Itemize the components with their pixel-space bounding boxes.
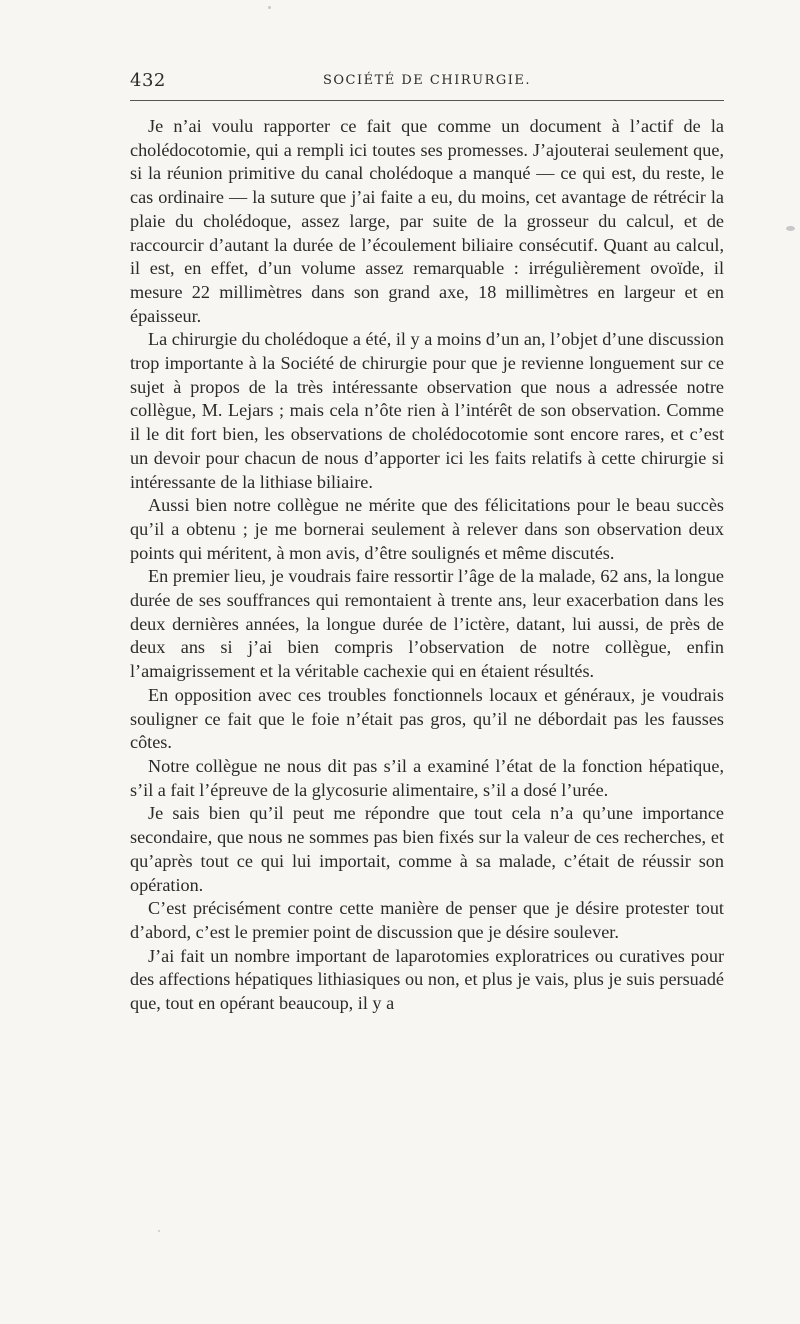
running-title: SOCIÉTÉ DE CHIRURGIE. — [322, 73, 532, 88]
paper-speck — [268, 6, 271, 9]
body-text — [130, 115, 724, 1016]
paragraph: En premier lieu, je voudrais faire ressortir l’âge de la malade, 62 ans, la longue durée de ses souffrances qui remontaient à trente ans, leur exacerbation dans les deux dernières années, la longue durée de l’ictère, datant, lui aussi, de près de deux ans si j’ai bien compris l’observation de notre collègue, enfin l’amaigrissement et la véritable cachexie qui en étaient résultés. — [130, 566, 724, 682]
page-number: 432 — [130, 70, 166, 91]
paragraph: Notre collègue ne nous dit pas s’il a examiné l’état de la fonction hépatique, s’il a fait l’épreuve de la glycosurie alimentaire, s’il a dosé l’urée. — [130, 755, 724, 800]
header-rule — [130, 100, 724, 101]
paragraph: J’ai fait un nombre important de laparotomies exploratrices ou curatives pour des affections hépatiques lithiasiques ou non, et plus je vais, plus je suis persuadé que, tout en opérant beaucoup, il y a — [130, 945, 724, 1014]
paragraph: Aussi bien notre collègue ne mérite que des félicitations pour le beau succès qu’il a obtenu ; je me bornerai seulement à relever dans son observation deux points qui méritent, à mon avis, d’être soulignés et même discutés. — [130, 495, 724, 563]
paragraph: En opposition avec ces troubles fonctionnels locaux et généraux, je voudrais souligner ce fait que le foie n’était pas gros, qu’il ne débordait pas les fausses côtes. — [130, 684, 724, 753]
paragraph: Je n’ai voulu rapporter ce fait que comme un document à l’actif de la cholédocotomie, qui a rempli ici toutes ses promesses. J’ajouterai seulement que, si la réunion primitive du canal cholédoque a manqué — ce qui est, du reste, le cas ordinaire — la suture que j’ai faite a eu, du moins, cet avantage de rétrécir la plaie du cholédoque, assez large, par suite de la grosseur du calcul, et de raccourcir d’autant la durée de l’écoulement biliaire consécutif. Quant au calcul, il est, en effet, d’un volume assez remarquable : irrégulièrement ovoïde, il mesure 22 millimètres dans son grand axe, 18 millimètres en largeur et en épaisseur. — [130, 116, 724, 326]
paragraph: La chirurgie du cholédoque a été, il y a moins d’un an, l’objet d’une discussion trop importante à la Société de chirurgie pour que je revienne longuement sur ce sujet à propos de la très intéressante observation que nous a adressée notre collègue, M. Lejars ; mais cela n’ôte rien à l’intérêt de son observation. Comme il le dit fort bien, les observations de cholédocotomie sont encore rares, et c’est un devoir pour chacun de nous d’apporter ici les faits relatifs à cette chirurgie si intéressante de la lithiase biliaire. — [130, 329, 724, 492]
page-header — [130, 70, 724, 92]
paragraph: Je sais bien qu’il peut me répondre que tout cela n’a qu’une importance secondaire, que nous ne sommes pas bien fixés sur la valeur de ces recherches, et qu’après tout ce qui lui importait, comme à sa malade, c’était de réussir son opération. — [130, 803, 724, 895]
paragraph: C’est précisément contre cette manière de penser que je désire protester tout d’abord, c’est le premier point de discussion que je désire soulever. — [130, 898, 724, 942]
paper-speck — [786, 226, 795, 231]
paper-speck — [158, 1230, 160, 1232]
